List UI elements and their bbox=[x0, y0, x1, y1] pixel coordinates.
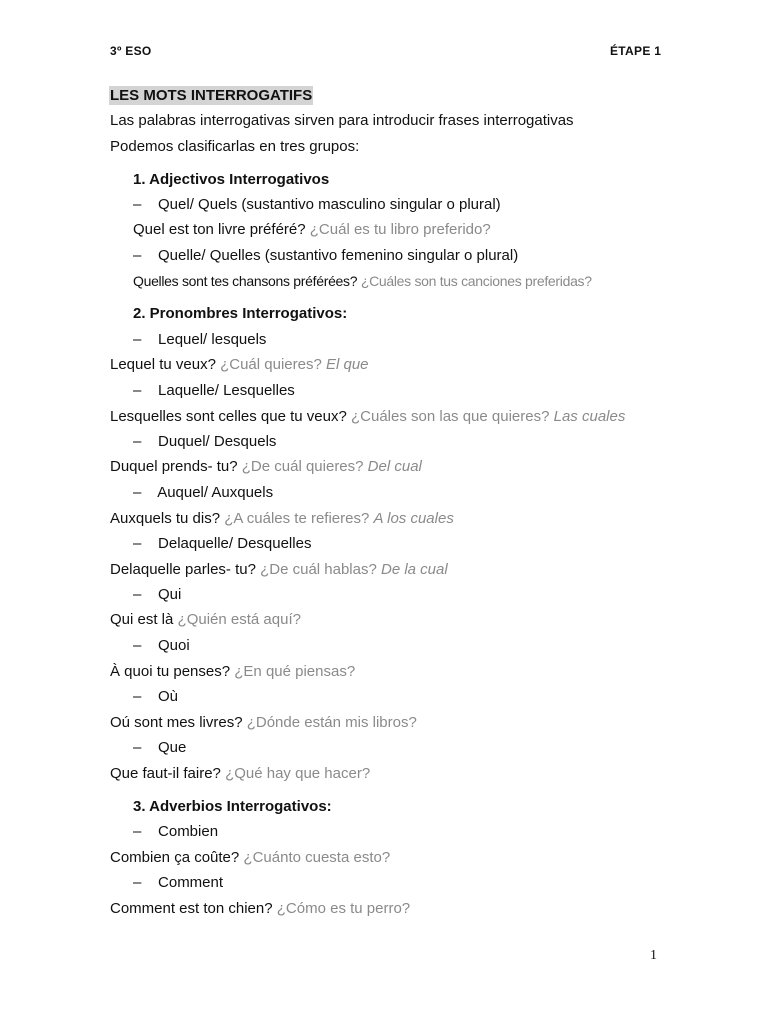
list-item bbox=[133, 247, 518, 264]
example-line bbox=[110, 849, 390, 866]
french-text: Comment est ton chien? bbox=[110, 900, 273, 917]
spanish-text: ¿Cómo es tu perro? bbox=[276, 900, 411, 917]
item-label: Quoi bbox=[158, 637, 190, 654]
list-item bbox=[133, 874, 223, 891]
french-text: Quelles sont tes chansons préférées? bbox=[133, 273, 358, 289]
intro-line-2: Podemos clasificarlas en tres grupos: bbox=[110, 138, 360, 155]
spanish-text: ¿Cuáles son tus canciones preferidas? bbox=[360, 273, 592, 289]
header-right: ÉTAPE 1 bbox=[610, 44, 662, 58]
list-item bbox=[133, 484, 273, 501]
item-label: Où bbox=[158, 688, 179, 705]
spanish-text: ¿De cuál quieres? bbox=[241, 458, 364, 475]
french-text: Lesquelles sont celles que tu veux? bbox=[110, 408, 347, 425]
example-line bbox=[110, 611, 301, 628]
dash: – bbox=[133, 331, 142, 348]
dash: – bbox=[133, 874, 142, 891]
list-item bbox=[133, 688, 178, 705]
spanish-text: ¿En qué piensas? bbox=[234, 663, 356, 680]
item-label: Duquel/ Desquels bbox=[158, 433, 277, 450]
example-line bbox=[110, 765, 370, 782]
dash: – bbox=[133, 247, 142, 264]
french-text: Duquel prends- tu? bbox=[110, 458, 238, 475]
spanish-text: ¿Cuál es tu libro preferido? bbox=[309, 221, 491, 238]
french-text: Oú sont mes livres? bbox=[110, 714, 243, 731]
page-title: LES MOTS INTERROGATIFS bbox=[110, 87, 313, 104]
list-item bbox=[133, 586, 181, 603]
example-line bbox=[110, 900, 410, 917]
french-text: Auxquels tu dis? bbox=[110, 510, 221, 527]
list-item bbox=[133, 196, 501, 213]
item-label: Combien bbox=[158, 823, 219, 840]
spanish-text: ¿A cuáles te refieres? bbox=[224, 510, 370, 527]
item-label: Quelle/ Quelles (sustantivo femenino singular o plural) bbox=[158, 247, 519, 264]
item-label: Quel/ Quels (sustantivo masculino singular o plural) bbox=[158, 196, 501, 213]
dash: – bbox=[133, 823, 142, 840]
example-line bbox=[110, 663, 355, 680]
item-label: Comment bbox=[158, 874, 224, 891]
answer-text: Del cual bbox=[367, 458, 422, 475]
french-text: Que faut-il faire? bbox=[110, 765, 221, 782]
example-line bbox=[110, 510, 454, 527]
item-label: Lequel/ lesquels bbox=[158, 331, 267, 348]
dash: – bbox=[133, 196, 142, 213]
dash: – bbox=[133, 688, 142, 705]
example-line bbox=[133, 221, 491, 238]
french-text: Lequel tu veux? bbox=[110, 356, 216, 373]
item-label: Laquelle/ Lesquelles bbox=[158, 382, 295, 399]
intro-line-1: Las palabras interrogativas sirven para introducir frases interrogativas bbox=[110, 112, 574, 129]
spanish-text: ¿Qué hay que hacer? bbox=[225, 765, 371, 782]
item-label: Auquel/ Auxquels bbox=[157, 484, 274, 501]
spanish-text: ¿Dónde están mis libros? bbox=[246, 714, 417, 731]
answer-text: Las cuales bbox=[553, 408, 626, 425]
header-left: 3º ESO bbox=[110, 44, 152, 58]
example-line bbox=[110, 561, 448, 578]
section-2-heading: 2. Pronombres Interrogativos: bbox=[133, 305, 348, 322]
section-3-heading: 3. Adverbios Interrogativos: bbox=[133, 798, 332, 815]
dash: – bbox=[133, 637, 142, 654]
dash: – bbox=[133, 739, 142, 756]
list-item bbox=[133, 535, 311, 552]
spanish-text: ¿Cuál quieres? bbox=[220, 356, 322, 373]
dash: – bbox=[133, 535, 142, 552]
spanish-text: ¿Quién está aquí? bbox=[177, 611, 301, 628]
example-line bbox=[110, 408, 625, 425]
list-item bbox=[133, 739, 186, 756]
french-text: Delaquelle parles- tu? bbox=[110, 561, 256, 578]
answer-text: De la cual bbox=[381, 561, 448, 578]
item-label: Delaquelle/ Desquelles bbox=[158, 535, 312, 552]
example-line bbox=[110, 714, 417, 731]
french-text: Quel est ton livre préféré? bbox=[133, 221, 306, 238]
dash: – bbox=[133, 484, 142, 501]
list-item bbox=[133, 637, 190, 654]
item-label: Que bbox=[158, 739, 187, 756]
page-number: 1 bbox=[650, 948, 657, 963]
answer-text: A los cuales bbox=[373, 510, 454, 527]
spanish-text: ¿Cuánto cuesta esto? bbox=[243, 849, 391, 866]
list-item bbox=[133, 331, 266, 348]
dash: – bbox=[133, 382, 142, 399]
example-line bbox=[110, 356, 369, 373]
item-label: Qui bbox=[158, 586, 182, 603]
french-text: Combien ça coûte? bbox=[110, 849, 240, 866]
french-text: Qui est là bbox=[110, 611, 174, 628]
list-item bbox=[133, 823, 218, 840]
spanish-text: ¿De cuál hablas? bbox=[260, 561, 377, 578]
answer-text: El que bbox=[325, 356, 369, 373]
dash: – bbox=[133, 586, 142, 603]
french-text: À quoi tu penses? bbox=[110, 663, 231, 680]
example-line bbox=[110, 458, 422, 475]
example-line bbox=[133, 273, 592, 289]
list-item bbox=[133, 433, 276, 450]
spanish-text: ¿Cuáles son las que quieres? bbox=[351, 408, 550, 425]
dash: – bbox=[133, 433, 142, 450]
list-item bbox=[133, 382, 295, 399]
section-1-heading: 1. Adjectivos Interrogativos bbox=[133, 171, 330, 188]
